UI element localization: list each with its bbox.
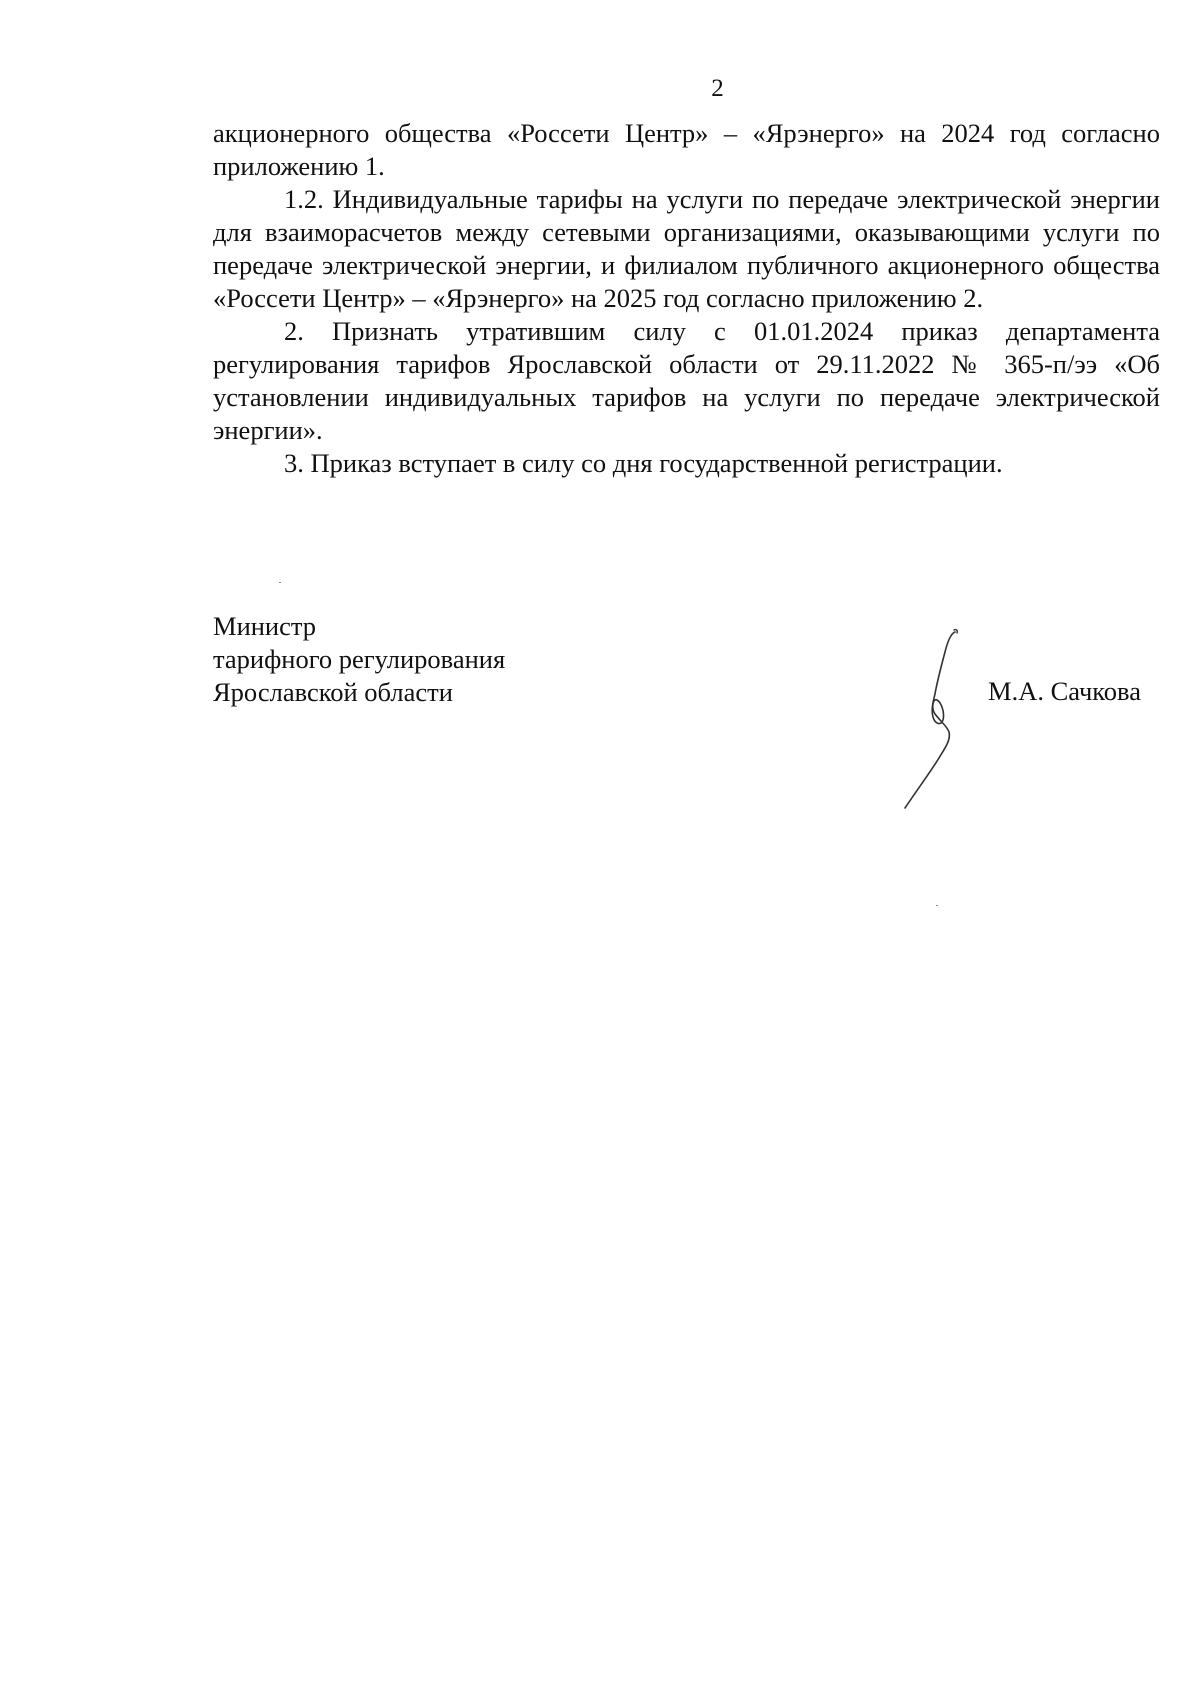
signatory-title-line: тарифного регулирования <box>213 644 506 674</box>
signer-name: М.А. Сачкова <box>988 676 1141 706</box>
paragraph-1-2: 1.2. Индивидуальные тарифы на услуги по передаче электрической энергии для взаиморасчетов между сетевыми организациями, оказывающими услуги по передаче электрической энергии, и филиалом публичного акционерного общества «Россети Центр» – «Ярэнерго» на 2025 год согласно приложению 2. <box>213 184 1160 313</box>
paragraph-continuation: акционерного общества «Россети Центр» – «Ярэнерго» на 2024 год согласно приложению 1. <box>213 118 1160 181</box>
document-body <box>213 117 1160 480</box>
paragraph-3: 3. Приказ вступает в силу со дня государственной регистрации. <box>284 448 1003 478</box>
page-number: 2 <box>711 75 724 102</box>
scan-speck <box>936 905 938 906</box>
scan-speck <box>279 582 281 583</box>
handwritten-signature <box>855 622 975 822</box>
signatory-title-line: Ярославской области <box>213 677 453 707</box>
signatory-title <box>213 610 505 709</box>
signatory-title-line: Министр <box>213 611 317 641</box>
paragraph-2: 2. Признать утратившим силу с 01.01.2024 приказ департамента регулирования тарифов Ярославской области от 29.11.2022 № 365-п/ээ «Об установлении индивидуальных тарифов на услуги по передаче электрической энергии». <box>213 316 1160 445</box>
